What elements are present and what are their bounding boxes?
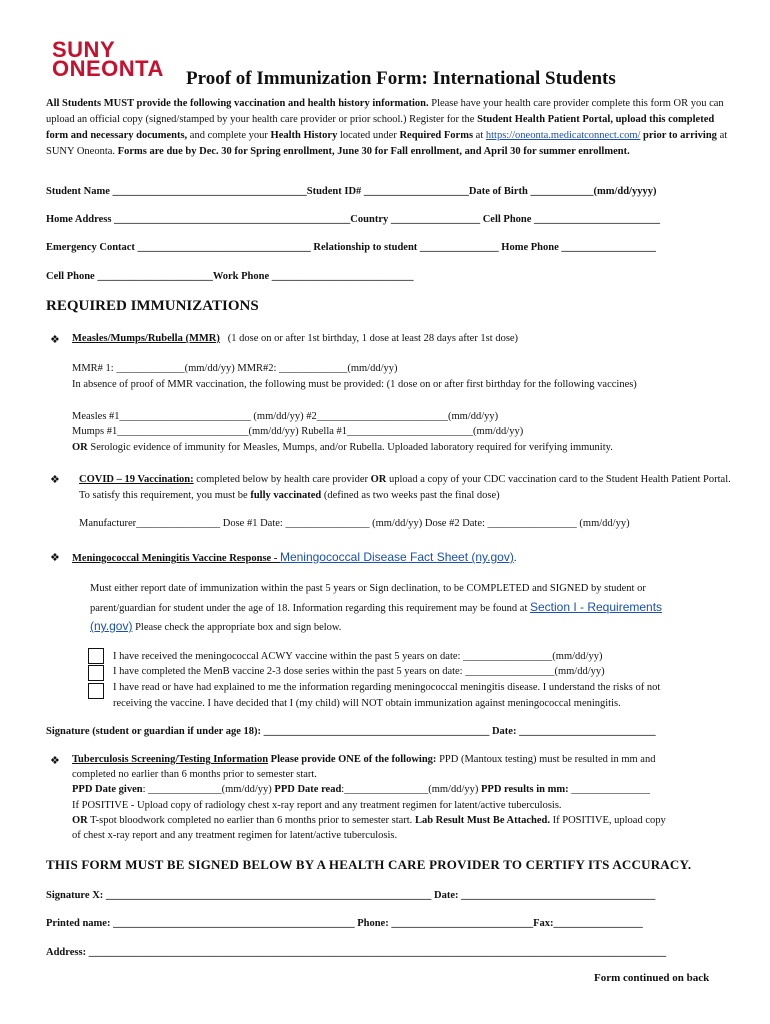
intro-s10: at SUNY Oneonta. bbox=[46, 130, 728, 157]
covid-title: COVID – 19 Vaccination: bbox=[79, 474, 194, 485]
provider-signature-field[interactable]: Signature X: ______________________________________________________________ Date: _____________________________________ bbox=[46, 890, 656, 901]
mening-fact-sheet-link[interactable]: Meningococcal Disease Fact Sheet (ny.gov) bbox=[279, 550, 514, 564]
serologic-or: OR bbox=[72, 442, 88, 453]
tspot-text: T-spot bloodwork completed no earlier than 6 months prior to semester start. bbox=[87, 815, 415, 826]
covid-fully-vaccinated: fully vaccinated bbox=[250, 490, 322, 501]
intro-s4: and complete your bbox=[187, 130, 271, 141]
menb-option: I have completed the MenB vaccine 2-3 dose series within the past 5 years on date: _________________(mm/dd/yy) bbox=[113, 666, 605, 677]
intro-s6: located under bbox=[337, 130, 400, 141]
tb-positive-note: If POSITIVE - Upload copy of radiology chest x-ray report and any treatment regimen for latent/active tuberculosis. bbox=[72, 800, 562, 811]
tspot-text-2: If POSITIVE, upload copy bbox=[549, 815, 666, 826]
intro-s8: at bbox=[473, 130, 486, 141]
declination-option-1: I have read or have had explained to me the information regarding meningococcal meningitis disease. I understand the risks of not bbox=[113, 682, 661, 693]
requirements-link-b[interactable]: (ny.gov) bbox=[90, 619, 133, 633]
mening-title: Meningococcal Meningitis Vaccine Response - bbox=[72, 553, 280, 564]
portal-link[interactable]: https://oneonta.medicatconnect.com/ bbox=[485, 130, 641, 141]
requirements-link-a[interactable]: Section I - Requirements bbox=[529, 600, 663, 614]
form-continued-note: Form continued on back bbox=[594, 972, 710, 984]
covid-t3: (defined as two weeks past the final dose) bbox=[321, 490, 500, 501]
required-immunizations-heading: REQUIRED IMMUNIZATIONS bbox=[46, 298, 259, 314]
diamond-bullet-icon: ❖ bbox=[50, 755, 60, 767]
mening-p1: Must either report date of immunization within the past 5 years or Sign declination, to be COMPLETED and SIGNED by student or bbox=[90, 583, 646, 594]
form-title: Proof of Immunization Form: International Students bbox=[186, 68, 616, 89]
tb-t1: Please provide ONE of the following: bbox=[268, 754, 437, 765]
mmr-title: Measles/Mumps/Rubella (MMR) bbox=[72, 333, 220, 344]
student-row-1[interactable]: Student Name _____________________________________Student ID# ____________________Date of Birth ____________(mm/dd/yyyy) bbox=[46, 186, 657, 197]
tb-t3: completed no earlier than 6 months prior to semester start. bbox=[72, 769, 317, 780]
student-row-2[interactable]: Home Address _____________________________________________Country _________________ Cell Phone ________________________ bbox=[46, 214, 661, 225]
tspot-line bbox=[72, 815, 666, 826]
ppd-fields[interactable] bbox=[72, 784, 650, 795]
intro-s7: Required Forms bbox=[399, 130, 474, 141]
tb-header bbox=[72, 754, 655, 765]
ppd-read-field[interactable]: :________________(mm/dd/yy) bbox=[341, 784, 482, 795]
ppd-results-field[interactable]: _______________ bbox=[568, 784, 650, 795]
mmr-alternative-note: In absence of proof of MMR vaccination, the following must be provided: (1 dose on or after first birthday for the following vaccines) bbox=[72, 379, 637, 390]
intro-s5: Health History bbox=[270, 130, 338, 141]
ppd-given-label: PPD Date given bbox=[72, 784, 143, 795]
intro-s2: Please have your health care provider complete this form OR you can upload an official copy (signed/stamped by your health care provider or prior school.) Register for the bbox=[46, 98, 724, 125]
intro-s9: prior to arriving bbox=[640, 130, 717, 141]
provider-name-phone-fax-field[interactable]: Printed name: ______________________________________________ Phone: ___________________________Fax:_________________ bbox=[46, 918, 643, 929]
mening-header: Meningococcal Meningitis Vaccine Response - Meningococcal Disease Fact Sheet (ny.gov). bbox=[72, 550, 517, 564]
ppd-given-field[interactable]: : ______________(mm/dd/yy) bbox=[142, 784, 275, 795]
covid-t2: upload a copy of your CDC vaccination card to the Student Health Patient Portal. To satisfy this requirement, you must be bbox=[79, 474, 731, 501]
declination-checkbox[interactable] bbox=[88, 683, 104, 699]
student-row-3[interactable]: Emergency Contact _________________________________ Relationship to student _______________ Home Phone __________________ bbox=[46, 242, 656, 253]
mmr-header bbox=[72, 333, 518, 344]
student-signature-field[interactable]: Signature (student or guardian if under age 18): ___________________________________________ Date: __________________________ bbox=[46, 726, 656, 737]
measles-field[interactable]: Measles #1_________________________ (mm/dd/yy) #2_________________________(mm/dd/yy) bbox=[72, 411, 499, 422]
suny-oneonta-logo bbox=[52, 37, 164, 81]
covid-t1: completed below by health care provider bbox=[193, 474, 371, 485]
covid-paragraph bbox=[79, 472, 739, 504]
mening-p3 bbox=[90, 619, 341, 633]
acwy-option: I have received the meningococcal ACWY vaccine within the past 5 years on date: _________________(mm/dd/yy) bbox=[113, 651, 603, 662]
mmr-dates-field[interactable]: MMR# 1: _____________(mm/dd/yy) MMR#2: _____________(mm/dd/yy) bbox=[72, 363, 398, 374]
mening-p2-text: parent/guardian for student under the age of 18. Information regarding this requirement may be found at bbox=[90, 603, 530, 614]
intro-paragraph bbox=[46, 96, 736, 160]
tspot-line-2: of chest x-ray report and any treatment regimen for latent/active tuberculosis. bbox=[72, 830, 398, 841]
mening-p2 bbox=[90, 600, 662, 614]
covid-dose-fields[interactable]: Manufacturer________________ Dose #1 Date: ________________ (mm/dd/yy) Dose #2 Date: _________________ (mm/dd/yy) bbox=[79, 518, 630, 529]
mening-p3-text: Please check the appropriate box and sign below. bbox=[132, 622, 342, 633]
intro-s1: All Students MUST provide the following vaccination and health history information. bbox=[46, 98, 429, 109]
student-row-4[interactable]: Cell Phone ______________________Work Phone ___________________________ bbox=[46, 271, 414, 282]
mmr-desc: (1 dose on or after 1st birthday, 1 dose at least 28 days after 1st dose) bbox=[227, 333, 519, 344]
tb-t2: PPD (Mantoux testing) must be resulted in mm and bbox=[436, 754, 656, 765]
covid-or: OR bbox=[370, 474, 387, 485]
diamond-bullet-icon: ❖ bbox=[50, 334, 60, 346]
serologic-text: Serologic evidence of immunity for Measles, Mumps, and/or Rubella. Uploaded laboratory required for verifying immunity. bbox=[87, 442, 613, 453]
intro-s3: Student Health Patient Portal, upload this completed form and necessary documents, bbox=[46, 114, 715, 141]
diamond-bullet-icon: ❖ bbox=[50, 552, 60, 564]
provider-address-field[interactable]: Address: ______________________________________________________________________________________________________________ bbox=[46, 947, 667, 958]
acwy-checkbox[interactable] bbox=[88, 648, 104, 664]
mumps-rubella-field[interactable]: Mumps #1_________________________(mm/dd/yy) Rubella #1________________________(mm/dd/yy) bbox=[72, 426, 524, 437]
provider-heading: THIS FORM MUST BE SIGNED BELOW BY A HEALTH CARE PROVIDER TO CERTIFY ITS ACCURACY. bbox=[46, 857, 692, 872]
serologic-note bbox=[72, 442, 613, 453]
tb-title: Tuberculosis Screening/Testing Information bbox=[72, 754, 269, 765]
logo-line-2: ONEONTA bbox=[52, 56, 164, 81]
ppd-results-label: PPD results in mm: bbox=[481, 784, 569, 795]
intro-s11: Forms are due by Dec. 30 for Spring enrollment, June 30 for Fall enrollment, and April 30 for summer enrollment. bbox=[117, 146, 630, 157]
logo-line-1: SUNY bbox=[52, 37, 116, 62]
declination-option-2: receiving the vaccine. I have decided that I (my child) will NOT obtain immunization against meningococcal meningitis. bbox=[113, 698, 621, 709]
ppd-read-label: PPD Date read bbox=[274, 784, 342, 795]
lab-result-attached: Lab Result Must Be Attached. bbox=[414, 815, 550, 826]
diamond-bullet-icon: ❖ bbox=[50, 474, 60, 486]
tspot-or: OR bbox=[72, 815, 88, 826]
menb-checkbox[interactable] bbox=[88, 665, 104, 681]
